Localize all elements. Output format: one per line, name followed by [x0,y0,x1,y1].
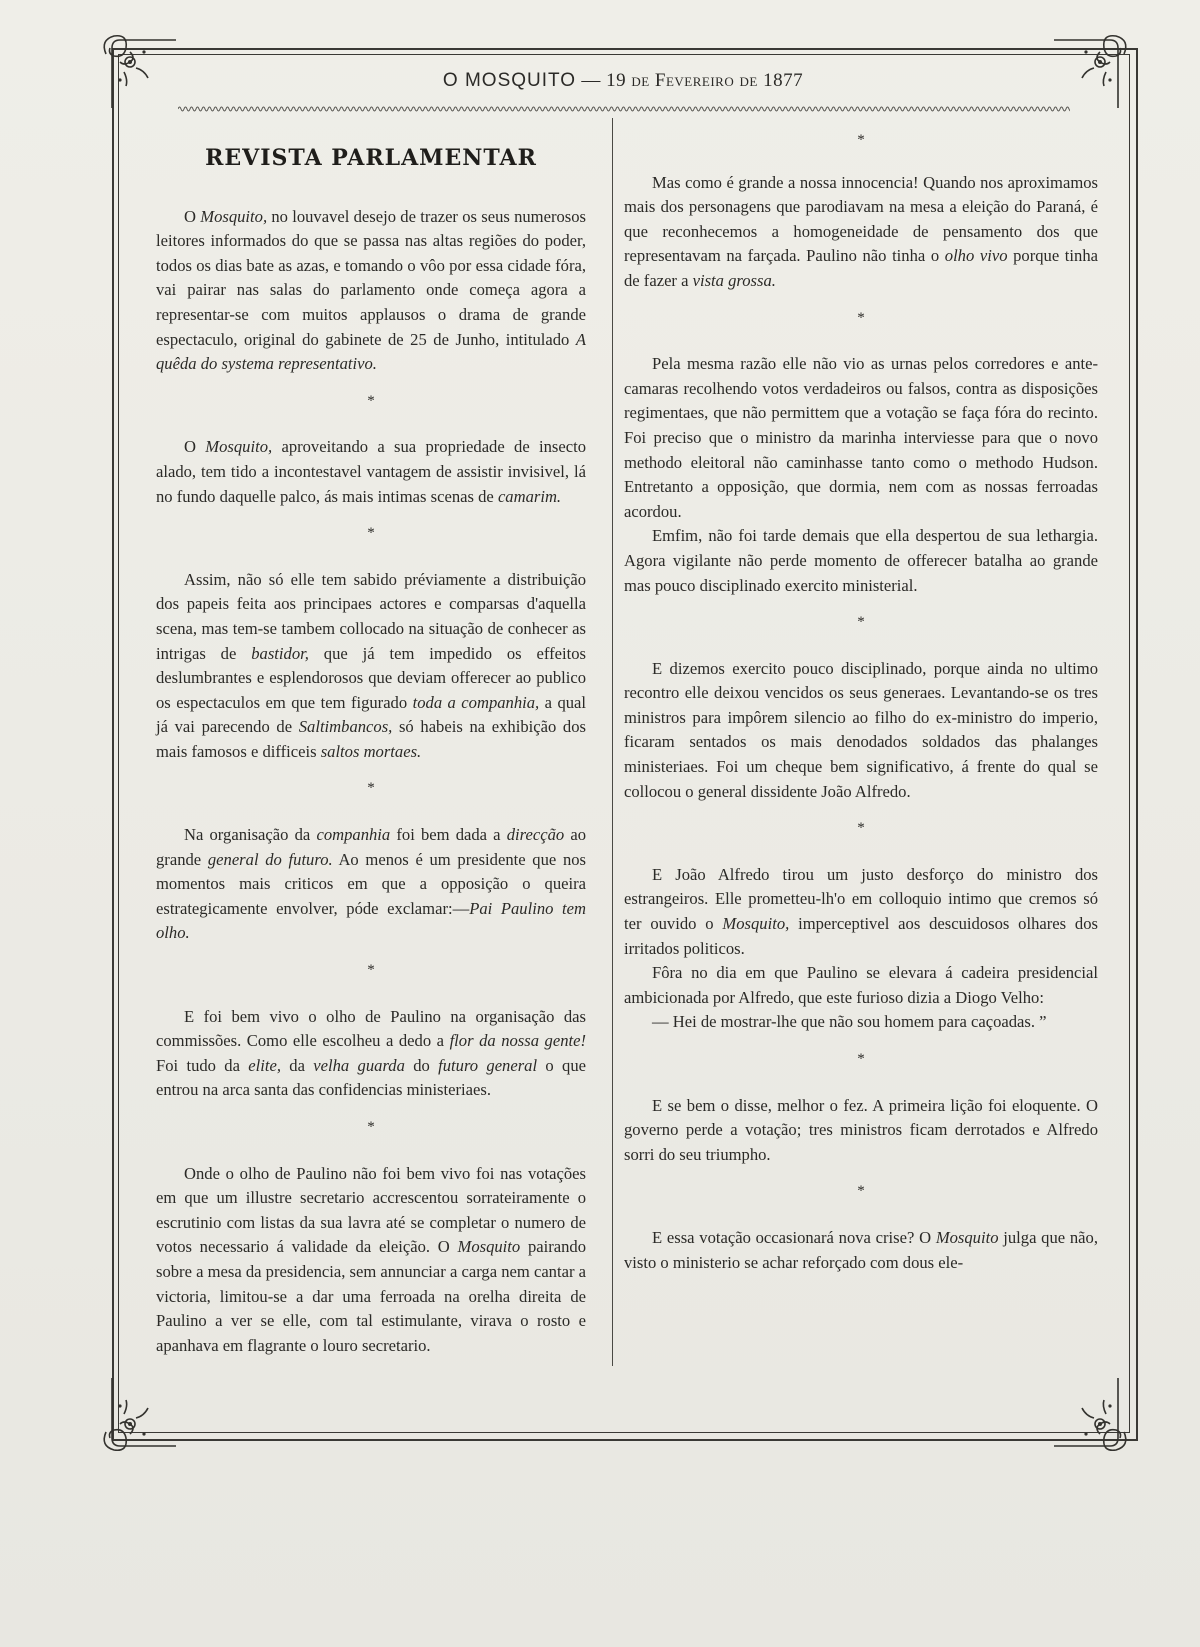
italic-phrase: saltos mortaes. [320,741,422,761]
italic-phrase: camarim. [497,486,562,506]
italic-phrase: flor da nossa gente! [449,1031,586,1051]
header-date: de Fevereiro de 1877 [631,70,804,91]
italic-phrase: Mosquito, [205,437,273,457]
italic-phrase: Mosquito [457,1237,521,1257]
article-paragraph: E foi bem vivo o olho de Paulino na organisação das commissões. Como elle escolheu a dedo a flor da nossa gente! Foi tudo da elite, da velha guarda do futuro general o que entrou na arca santa das confidencias ministeriaes. [156,1006,586,1100]
italic-phrase: companhia [316,825,391,845]
header-separator: — [581,70,601,91]
right-column [624,128,1098,1275]
italic-phrase: Mosquito [935,1227,999,1247]
section-mark: * [857,1183,865,1200]
section-mark: * [857,132,865,148]
publication-name: O MOSQUITO [442,70,577,91]
left-column [156,128,586,1358]
article-paragraph: Mas como é grande a nossa innocencia! Quando nos aproximamos mais dos personagens que parodiavam na mesa a eleição do Paraná, é que reconhecemos a homogeneidade de pensamento dos que representavam na farçada. Paulino não tinha o olho vivo porque tinha de fazer a vista grossa. [624,172,1098,290]
italic-phrase: general do futuro. [207,849,333,869]
article-paragraph: O Mosquito, aproveitando a sua propriedade de insecto alado, tem tido a incontestavel vantagem de assistir invisivel, lá no fundo daquelle palco, ás mais intimas scenas de camarim. [156,437,586,506]
italic-phrase: olho vivo [944,246,1008,266]
corner-ornament-bottom-left [96,1378,176,1458]
italic-phrase: toda a companhia, [412,692,540,712]
italic-phrase: bastidor, [251,643,309,663]
section-mark: * [367,962,375,979]
section-mark: * [367,392,375,409]
italic-phrase: futuro general [438,1055,538,1075]
italic-phrase: elite, [248,1055,281,1075]
article-paragraph: E se bem o disse, melhor o fez. A primeira lição foi eloquente. O governo perde a votação; tres ministros ficam derrotados e Alfredo sorri do seu triumpho. [624,1095,1098,1164]
article-title: REVISTA PARLAMENTAR [205,145,537,171]
italic-phrase: vista grossa. [692,270,776,290]
section-mark: * [367,1119,375,1135]
article-paragraph: Na organisação da companhia foi bem dada a direcção ao grande general do futuro. Ao menos é um presidente que nos momentos mais criticos em que a opposição o queira estrategicamente envolver, póde exclamar:—Pai Paulino tem olho. [156,825,587,943]
header-wavy-rule [178,104,1070,114]
section-mark: * [857,820,865,837]
italic-phrase: Mosquito, [722,914,790,934]
article-paragraph: Onde o olho de Paulino não foi bem vivo foi nas votações em que um illustre secretario accrescentou sorrateiramente o escrutinio com listas da sua lavra até se completar o numero de votos necessario á validade da eleição. O Mosquito pairando sobre a mesa da presidencia, sem annunciar a carga nem cantar a victoria, limitou-se a dar uma ferroada na orelha direita de Paulino a ver se elle, com tal estimulante, virava o rosto e apanhava em flagrante o louro secretario. [156,1163,587,1355]
section-mark: * [367,780,375,797]
corner-ornament-bottom-right [1054,1378,1134,1458]
italic-phrase: Pai Paulino tem olho. [156,898,586,943]
article-paragraph: Emfim, não foi tarde demais que ella despertou de sua lethargia. Agora vigilante não perde momento de offerecer batalha ao grande mas pouco disciplinado exercito ministerial. [624,526,1098,595]
article-paragraph: E dizemos exercito pouco disciplinado, porque ainda no ultimo recontro elle deixou vencidos os seus generaes. Levantando-se os tres ministros para impôrem silencio ao filho do ex-ministro do imperio, ficaram sentados os mais denodados soldados das phalanges ministeriaes. Foi um cheque bem significativo, á frente do qual se collocou o general dissidente João Alfredo. [624,658,1098,801]
article-paragraph: E João Alfredo tirou um justo desforço do ministro dos estrangeiros. Elle prometteu-lh'o em colloquio intimo que cremos só ter ouvido o Mosquito, imperceptivel aos descuidosos olhares dos irritados politicos. [624,864,1098,958]
column-divider [612,118,613,1366]
italic-phrase: A quêda do systema representativo. [156,329,586,374]
section-mark: * [367,525,375,542]
section-mark: * [857,309,865,326]
article-paragraph: Assim, não só elle tem sabido préviamente a distribuição dos papeis feita aos principaes actores e comparsas d'aquella scena, mas tem-se tambem collocado na situação de conhecer as intrigas de bastidor, que já tem impedido os effeitos deslumbrantes e esplendorosos que deviam offerecer ao publico os espectaculos em que tem figurado toda a companhia, a qual já vai parecendo de Saltimbancos, só habeis na exhibição dos mais famosos e difficeis saltos mortaes. [156,569,587,761]
section-mark: * [857,1051,865,1067]
section-mark: * [857,614,865,631]
article-paragraph: O Mosquito, no louvavel desejo de trazer os seus numerosos leitores informados do que se passa nas altas regiões do poder, todos os dias bate as azas, e tomando o vôo por essa cidade fóra, vai pairar nas salas do parlamento onde começa agora a representar-se com muitos applausos o drama de grande espectaculo, original do gabinete de 25 de Junho, intitulado A quêda do systema representativo. [156,206,586,374]
article-paragraph: — Hei de mostrar-lhe que não sou homem para caçoadas. ” [652,1012,1047,1032]
page-header [118,70,1128,106]
article-paragraph: Fôra no dia em que Paulino se elevara á cadeira presidencial ambicionada por Alfredo, que este furioso dizia a Diogo Velho: [624,963,1098,1007]
header-day: 19 [606,70,627,91]
italic-phrase: direcção [506,825,565,845]
article-paragraph: Pela mesma razão elle não vio as urnas pelos corredores e ante-camaras recolhendo votos verdadeiros ou falsos, contra as disposições regimentaes, que não permittem que a votação se faça fóra do recinto. Foi preciso que o ministro da marinha interviesse para que o novo methodo eleitoral não caminhasse tanto como o methodo Hudson. Entretanto a opposição, que dormia, nem com as nossas ferroadas acordou. [624,354,1098,521]
italic-phrase: Mosquito, [200,206,268,226]
article-paragraph: E essa votação occasionará nova crise? O Mosquito julga que não, visto o ministerio se achar reforçado com dous ele- [624,1227,1098,1272]
italic-phrase: velha guarda [313,1055,405,1075]
italic-phrase: Saltimbancos, [298,717,393,737]
